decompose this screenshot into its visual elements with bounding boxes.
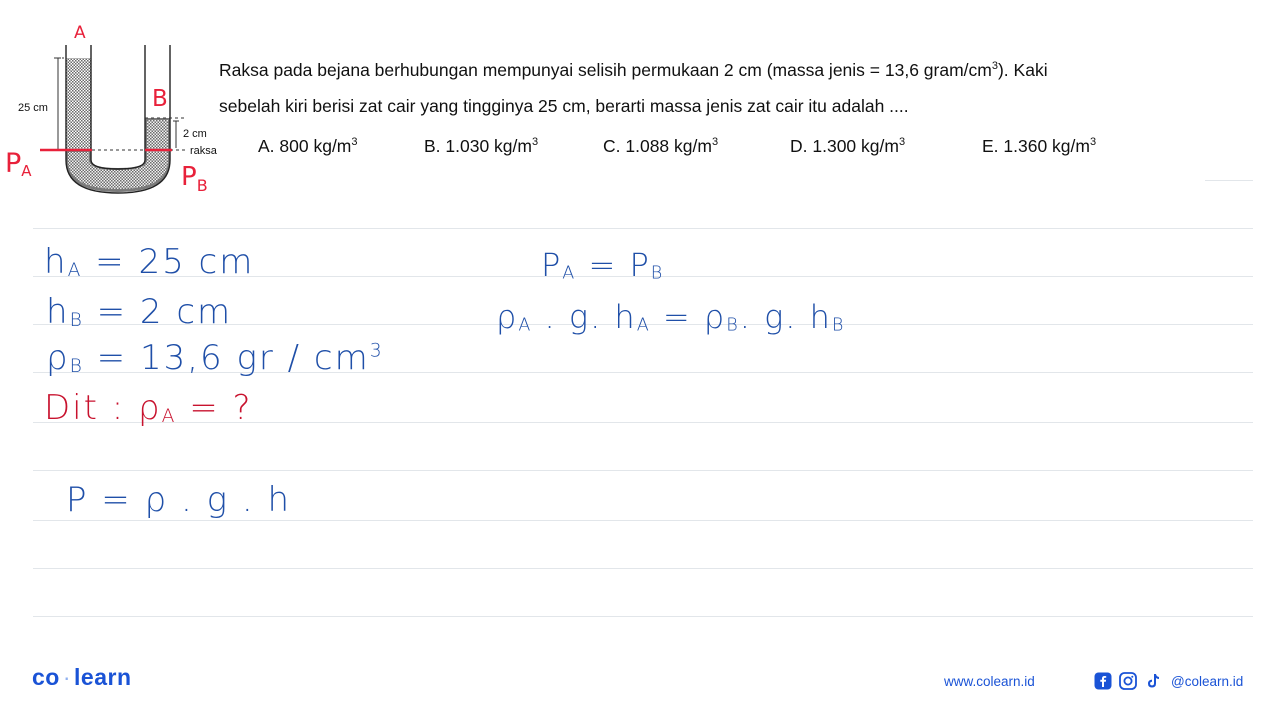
instagram-icon[interactable] — [1119, 672, 1137, 690]
option-e: E. 1.360 $kg/m^3$ — [982, 136, 1097, 156]
facebook-icon[interactable] — [1094, 672, 1112, 690]
ruled-line-short — [1205, 180, 1253, 181]
height-label: 25 cm — [18, 102, 48, 114]
option-d: D. 1.300 $kg/m^3$ — [790, 136, 906, 156]
note-hb: $h_B = 2$ cm — [46, 292, 233, 332]
colearn-logo: co · learn — [32, 664, 132, 690]
social-handle[interactable]: @colearn.id — [1171, 673, 1244, 689]
diff-label: 2 cm — [183, 128, 207, 140]
tiktok-icon[interactable] — [1144, 672, 1162, 690]
option-a: A. 800 $kg/m^3$ — [258, 136, 358, 156]
note-dit: Dit : $\rho_A$ = ? — [44, 388, 253, 428]
note-ha: $h_A = 25$ cm — [44, 242, 255, 282]
question-line-1: Raksa pada bejana berhubungan mempunyai selisih permukaan 2 cm (massa jenis = 13,6 gram/$cm^3$). Kaki — [219, 59, 1048, 80]
note-equation-1: $P_A = P_B$ — [541, 246, 665, 284]
note-equation-2: $\rho_A$ . g. $h_A = \rho_B$. g. $h_B$ — [496, 298, 846, 336]
ruled-line — [33, 470, 1253, 471]
label-b: B — [152, 86, 168, 112]
ruled-line — [33, 616, 1253, 617]
label-pb: $P_B$ — [181, 162, 208, 195]
website-link[interactable]: www.colearn.id — [944, 674, 1035, 689]
label-a: A — [74, 23, 86, 43]
ruled-line — [33, 228, 1253, 229]
ruled-line — [33, 568, 1253, 569]
u-tube-diagram — [0, 0, 240, 210]
ruled-line — [33, 520, 1253, 521]
note-formula: P = ρ . g . h — [66, 480, 291, 520]
mercury-label: raksa — [190, 145, 217, 157]
social-links — [1094, 670, 1243, 692]
answer-options — [0, 136, 1280, 166]
note-rhob: $\rho_B = 13,6$ gr / $cm^3$ — [46, 338, 384, 378]
label-pa: PA — [5, 148, 32, 180]
option-c: C. 1.088 $kg/m^3$ — [603, 136, 719, 156]
question-line-2: sebelah kiri berisi zat cair yang tingginya 25 cm, berarti massa jenis zat cair itu adalah .... — [219, 95, 909, 116]
question-text — [219, 48, 1219, 124]
option-b: B. 1.030 $kg/m^3$ — [424, 136, 539, 156]
